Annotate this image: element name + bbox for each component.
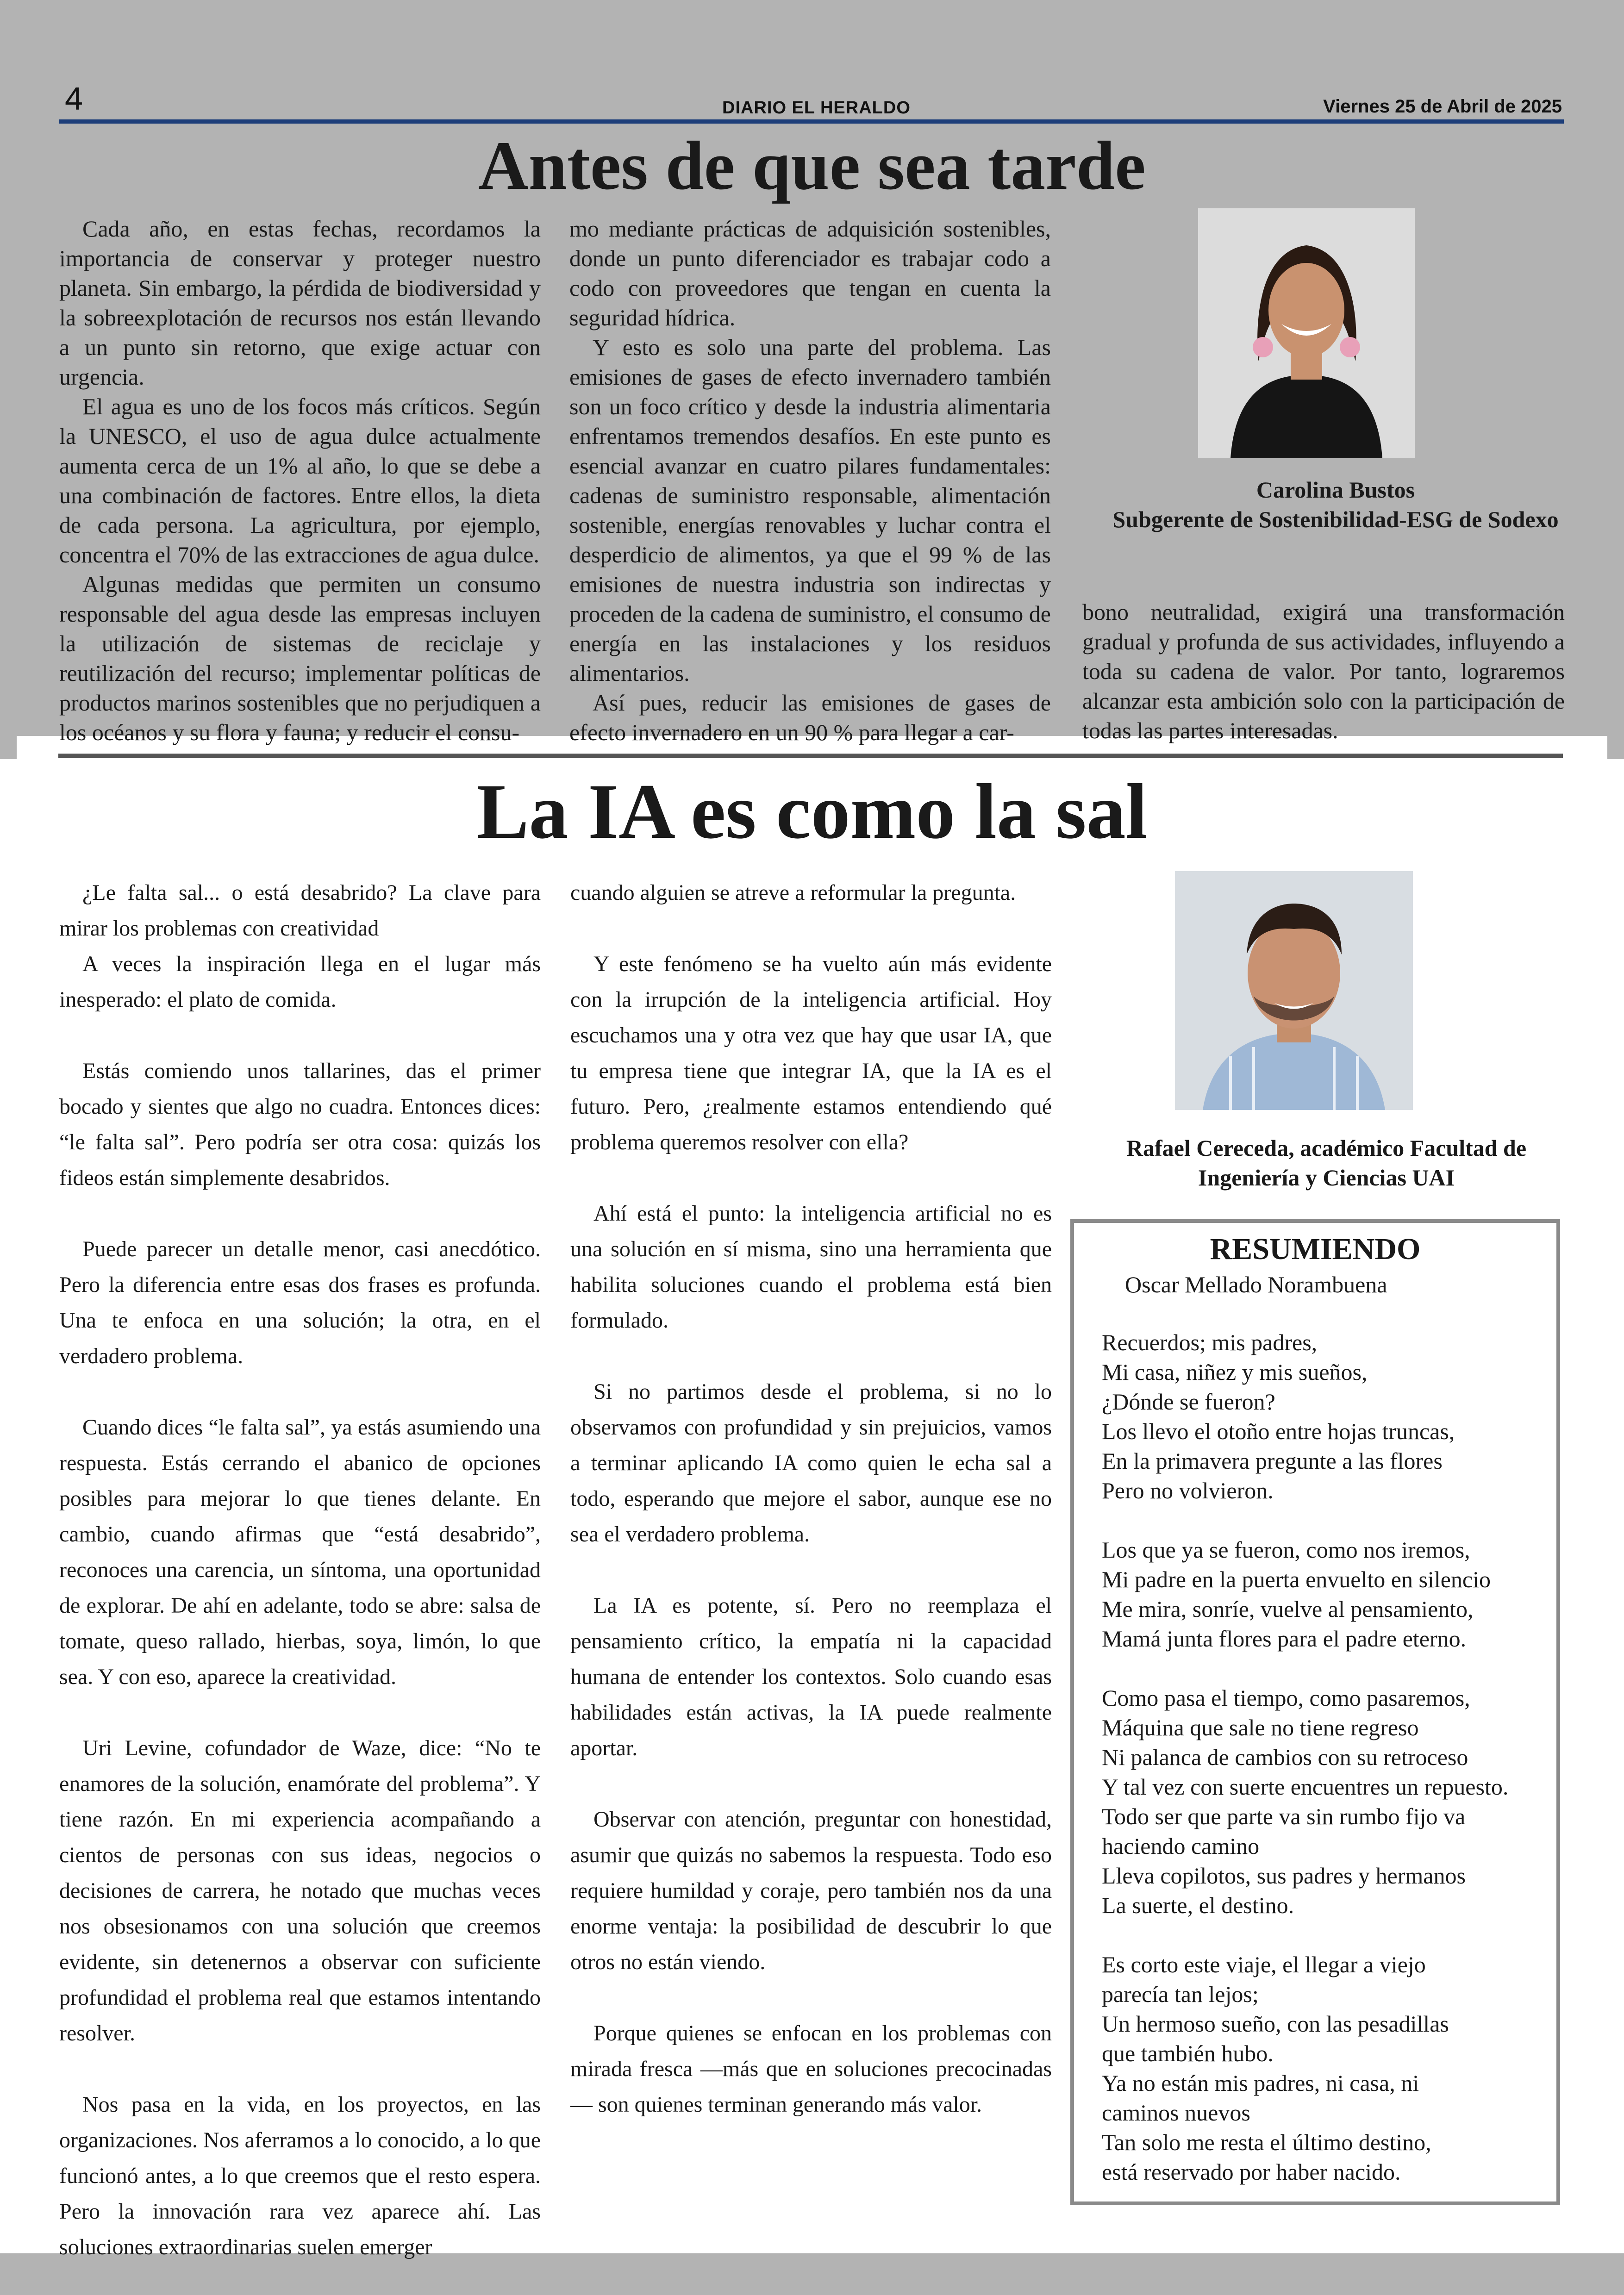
author-name: Carolina Bustos [1256,477,1415,503]
article-1-title: Antes de que sea tarde [478,127,1146,204]
poem-stanza-4 [1102,1950,1449,2187]
paragraph: Nos pasa en la vida, en los proyectos, en las organizaciones. Nos aferramos a lo conocido, a lo que funcionó antes, a lo que creemos que el resto espera. Pero la innovación rara vez aparece ahí. Las soluciones extraordinarias suelen emerger [59,2092,541,2259]
paragraph: La IA es potente, sí. Pero no reemplaza el pensamiento crítico, la empatía ni la capacidad humana de entender los contextos. Solo cuando esas habilidades están activas, la IA puede realmente aportar. [570,1593,1052,1760]
poem-line: Tan solo me resta el último destino, [1102,2129,1431,2155]
paragraph: El agua es uno de los focos más críticos. Según la UNESCO, el uso de agua dulce actualmente aumenta cerca de un 1% al año, lo que se debe a una combinación de factores. Entre ellos, la dieta de cada persona. La agricultura, por ejemplo, concentra el 70% de las extracciones de agua dulce. [59,393,541,568]
paragraph: mo mediante prácticas de adquisición sostenibles, donde un punto diferenciador es trabajar codo a codo con proveedores que tengan en cuenta la seguridad hídrica. [569,216,1051,331]
article-1-column-3 [1082,597,1565,745]
poem-box [1070,1219,1560,2205]
poem-line: Recuerdos; mis padres, [1102,1329,1318,1355]
poem-stanza-3 [1102,1683,1537,1920]
poem-stanza-2 [1102,1535,1491,1653]
paragraph: ¿Le falta sal... o está desabrido? La clave para mirar los problemas con creatividad [59,880,541,941]
paragraph: Y esto es solo una parte del problema. Las emisiones de gases de efecto invernadero también son un foco crítico y desde la industria alimentaria enfrentamos tremendos desafíos. En este punto es esencial avanzar en cuatro pilares fundamentales: cadenas de suministro responsable, alimentación sostenible, energías renovables y luchar contra el desperdicio de alimentos, ya que el 99 % de las emisiones de nuestra industria son indirectas y proceden de la cadena de suministro, el consumo de energía en las instalaciones y los residuos alimentarios. [569,334,1051,686]
paragraph: Ahí está el punto: la inteligencia artificial no es una solución en sí misma, sino una herramienta que habilita soluciones cuando el problema está bien formulado. [570,1201,1052,1333]
poem-line: Mi casa, niñez y mis sueños, [1102,1359,1368,1385]
paragraph: cuando alguien se atreve a reformular la pregunta. [570,880,1016,905]
poem-line: Todo ser que parte va sin rumbo fijo va haciendo camino [1102,1803,1466,1859]
poem-line: La suerte, el destino. [1102,1892,1294,1918]
poem-line: Un hermoso sueño, con las pesadillas [1102,2011,1449,2037]
poem-line: Máquina que sale no tiene regreso [1102,1715,1419,1740]
paragraph: Así pues, reducir las emisiones de gases de efecto invernadero en un 90 % para llegar a car- [569,690,1051,745]
poem-line: Ni palanca de cambios con su retroceso [1102,1744,1468,1770]
article-2-column-2 [570,875,1052,2122]
paragraph: Y este fenómeno se ha vuelto aún más evidente con la irrupción de la inteligencia artificial. Hoy escuchamos una y otra vez que hay que usar IA, que tu empresa tiene que integrar IA, que la IA es el futuro. Pero, ¿realmente estamos entendiendo qué problema queremos resolver con ella? [570,952,1052,1154]
paragraph: bono neutralidad, exigirá una transformación gradual y profunda de sus actividades, influyendo a toda su cadena de valor. Por tanto, lograremos alcanzar esta ambición solo con la participación de todas las partes interesadas. [1082,599,1565,743]
poem-line: ¿Dónde se fueron? [1102,1389,1275,1415]
author-role: Subgerente de Sostenibilidad-ESG de Sodexo [1112,506,1559,532]
poem-line: Es corto este viaje, el llegar a viejo [1102,1952,1426,1977]
paragraph: Cada año, en estas fechas, recordamos la importancia de conservar y proteger nuestro planeta. Sin embargo, la pérdida de biodiversidad y la sobreexplotación de recursos nos están llevando a un punto sin retorno, que exige actuar con urgencia. [59,216,541,390]
section-divider [58,754,1563,758]
poem-author: Oscar Mellado Norambuena [1125,1272,1387,1297]
poem-line: En la primavera pregunte a las flores [1102,1448,1443,1474]
poem-line: Me mira, sonríe, vuelve al pensamiento, [1102,1596,1474,1622]
poem-line: Y tal vez con suerte encuentres un repuesto. [1102,1774,1509,1800]
poem-stanza-1 [1102,1328,1455,1505]
header-rule [59,119,1564,124]
portrait-man-image [1175,871,1413,1110]
poem-line: Los que ya se fueron, como nos iremos, [1102,1537,1470,1563]
article-2-column-1 [59,875,541,2265]
paragraph: Estás comiendo unos tallarines, das el primer bocado y sientes que algo no cuadra. Entonces dices: “le falta sal”. Pero podría ser otra cosa: quizás los fideos están simplemente desabridos. [59,1059,541,1190]
newspaper-name: DIARIO EL HERALDO [722,98,911,118]
paragraph: Cuando dices “le falta sal”, ya estás asumiendo una respuesta. Estás cerrando el abanico de opciones posibles para mejorar lo que tienes delante. En cambio, cuando afirmas que “está desabrido”, reconoces una carencia, un síntoma, una oportunidad de explorar. De ahí en adelante, todo se abre: salsa de tomate, queso rallado, hierbas, soya, limón, lo que sea. Y con eso, aparece la creatividad. [59,1415,541,1689]
poem-line: Mamá junta flores para el padre eterno. [1102,1626,1467,1652]
author-photo-rafael-cereceda [1175,871,1413,1110]
author-caption-rafael-cereceda: Rafael Cereceda, académico Facultad de Ingeniería y Ciencias UAI [1126,1135,1527,1191]
poem-line: Lleva copilotos, sus padres y hermanos [1102,1863,1466,1889]
poem-line: Pero no volvieron. [1102,1478,1274,1503]
article-1-column-1 [59,214,541,747]
page-number: 4 [65,81,83,117]
poem-line: Los llevo el otoño entre hojas truncas, [1102,1418,1455,1444]
paragraph: Puede parecer un detalle menor, casi anecdótico. Pero la diferencia entre esas dos frases es profunda. Una te enfoca en una solución; la otra, en el verdadero problema. [59,1237,541,1368]
poem-title: RESUMIENDO [1210,1232,1421,1266]
poem-line: caminos nuevos [1102,2100,1250,2126]
paragraph: Porque quienes se enfocan en los problemas con mirada fresca —más que en soluciones precocinadas— son quienes terminan generando más valor. [570,2021,1052,2117]
poem-line: parecía tan lejos; [1102,1981,1259,2007]
poem-line: está reservado por haber nacido. [1102,2159,1401,2185]
article-1-column-2 [569,214,1051,747]
poem-line: Como pasa el tiempo, como pasaremos, [1102,1685,1470,1711]
paragraph: Uri Levine, cofundador de Waze, dice: “No te enamores de la solución, enamórate del problema”. Y tiene razón. En mi experiencia acompañando a cientos de personas con sus ideas, negocios o decisiones de carrera, he notado que muchas veces nos obsesionamos con una solución que creemos evidente, sin detenernos a observar con suficiente profundidad el problema real que estamos intentando resolver. [59,1736,541,2046]
poem-line: Ya no están mis padres, ni casa, ni [1102,2070,1419,2096]
portrait-woman-image [1198,208,1415,458]
author-photo-carolina-bustos [1198,208,1415,458]
author-caption-carolina-bustos [1102,475,1569,534]
poem-line: que también hubo. [1102,2040,1274,2066]
paragraph: Si no partimos desde el problema, si no lo observamos con profundidad y sin prejuicios, vamos a terminar aplicando IA como quien le echa sal a todo, esperando que mejore el sabor, aunque ese no sea el verdadero problema. [570,1379,1052,1547]
paragraph: Algunas medidas que permiten un consumo responsable del agua desde las empresas incluyen la utilización de sistemas de reciclaje y reutilización del recurso; implementar políticas de productos marinos sostenibles que no perjudiquen a los océanos y su flora y fauna; y reducir el consu- [59,571,541,745]
paragraph: Observar con atención, preguntar con honestidad, asumir que quizás no sabemos la respuesta. Todo eso requiere humildad y coraje, pero también nos da una enorme ventaja: la posibilidad de descubrir lo que otros no están viendo. [570,1807,1052,1974]
paragraph: A veces la inspiración llega en el lugar más inesperado: el plato de comida. [59,952,541,1012]
article-2-title: La IA es como la sal [476,768,1148,855]
poem-line: Mi padre en la puerta envuelto en silencio [1102,1566,1491,1592]
issue-date: Viernes 25 de Abril de 2025 [1323,96,1562,117]
